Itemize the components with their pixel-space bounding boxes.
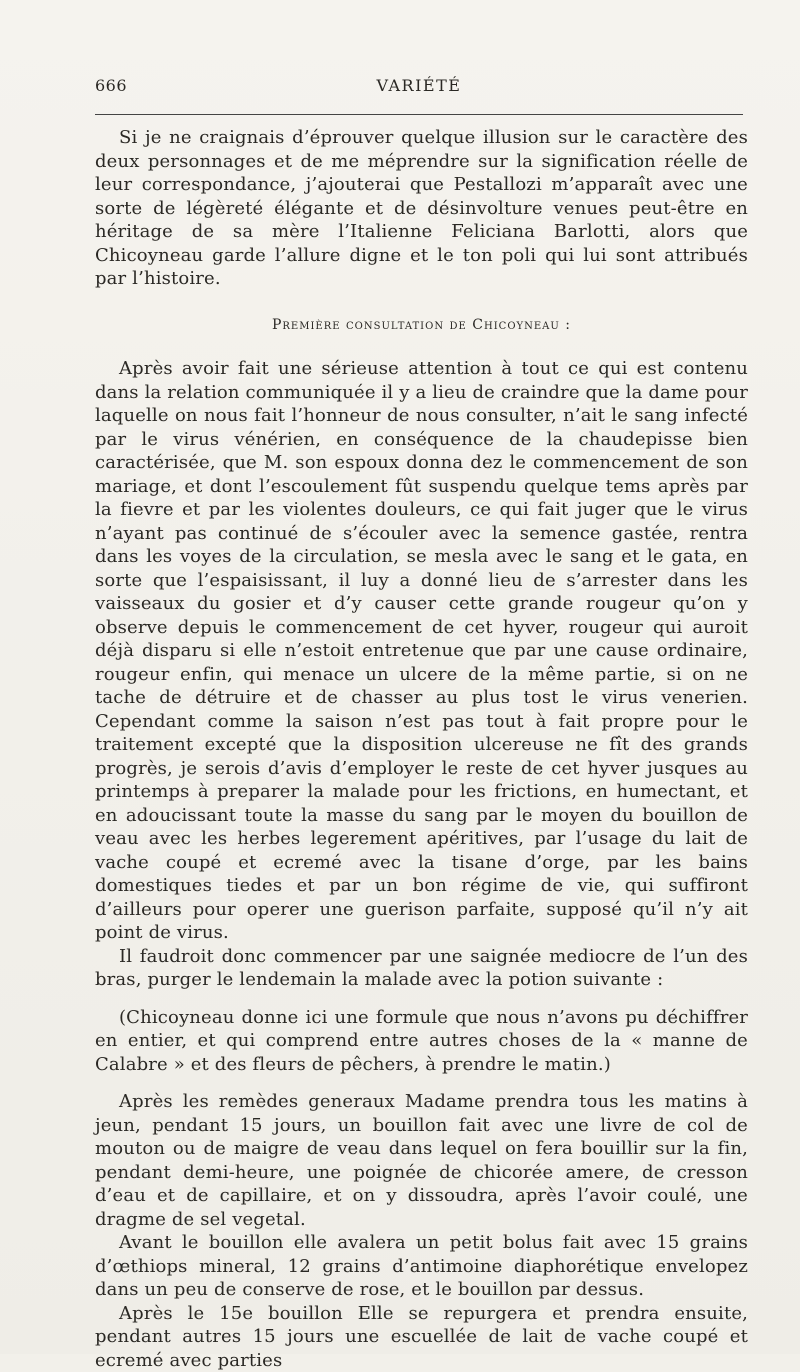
spacer — [95, 992, 748, 1006]
header-rule — [95, 114, 743, 115]
section-heading: Première consultation de Chicoyneau : — [95, 314, 748, 338]
spacer — [95, 1076, 748, 1090]
paragraph-bolus: Avant le bouillon elle avalera un petit bolus fait avec 15 grains d’œthiops mineral, 12 grains d’antimoine diaphorétique envelopez dans un peu de conserve de rose, et le bouillon par dessus. — [95, 1231, 748, 1302]
page-number: 666 — [95, 76, 127, 95]
running-title: VARIÉTÉ — [95, 76, 743, 95]
page-header — [95, 76, 743, 98]
paragraph-repurge: Après le 15e bouillon Elle se repurgera et prendra ensuite, pendant autres 15 jours une escuellée de lait de vache coupé et ecremé avec parties — [95, 1302, 748, 1372]
paragraph-saignee: Il faudroit donc commencer par une saignée mediocre de l’un des bras, purger le lendemain la malade avec la potion suivante : — [95, 945, 748, 992]
paragraph-editorial-note: (Chicoyneau donne ici une formule que nous n’avons pu déchiffrer en entier, et qui comprend entre autres choses de la « manne de Calabre » et des fleurs de pêchers, à prendre le matin.) — [95, 1006, 748, 1077]
body-text — [95, 126, 748, 1372]
paragraph-bouillon: Après les remèdes generaux Madame prendra tous les matins à jeun, pendant 15 jours, un bouillon fait avec une livre de col de mouton ou de maigre de veau dans lequel on fera bouillir sur la fin, pendant demi-heure, une poignée de chicorée amere, de cresson d’eau et de capillaire, et on y dissoudra, après l’avoir coulé, une dragme de sel vegetal. — [95, 1090, 748, 1231]
paragraph-intro: Si je ne craignais d’éprouver quelque illusion sur le caractère des deux personnages et de me méprendre sur la signification réelle de leur correspondance, j’ajouterai que Pestallozi m’apparaît avec une sorte de légèreté élégante et de désinvolture venues peut-être en héritage de sa mère l’Italienne Feliciana Barlotti, alors que Chicoyneau garde l’allure digne et le ton poli qui lui sont attribués par l’histoire. — [95, 126, 748, 291]
paragraph-consultation: Après avoir fait une sérieuse attention à tout ce qui est contenu dans la relation communiquée il y a lieu de craindre que la dame pour laquelle on nous fait l’honneur de nous consulter, n’ait le sang infecté par le virus vénérien, en conséquence de la chaudepisse bien caractérisée, que M. son espoux donna dez le commencement de son mariage, et dont l’escoulement fût suspendu quelque tems après par la fievre et par les violentes douleurs, ce qui fait juger que le virus n’ayant pas continué de s’écouler avec la semence gastée, rentra dans les voyes de la circulation, se mesla avec le sang et le gata, en sorte que l’espaisissant, il luy a donné lieu de s’arrester dans les vaisseaux du gosier et d’y causer cette grande rougeur qu’on y observe depuis le commencement de cet hyver, rougeur qui auroit déjà disparu si elle n’estoit entretenue que par une cause ordinaire, rougeur enfin, qui menace un ulcere de la même partie, si on ne tache de détruire et de chasser au plus tost le virus venerien. Cependant comme la saison n’est pas tout à fait propre pour le traitement excepté que la disposition ulcereuse ne fît des grands progrès, je serois d’avis d’employer le reste de cet hyver jusques au printemps à preparer la malade pour les frictions, en humectant, et en adoucissant toute la masse du sang par le moyen du bouillon de veau avec les herbes legerement apéritives, par l’usage du lait de vache coupé et ecremé avec la tisane d’orge, par les bains domestiques tiedes et par un bon régime de vie, qui suffiront d’ailleurs pour operer une guerison parfaite, supposé qu’il n’y ait point de virus. — [95, 357, 748, 945]
